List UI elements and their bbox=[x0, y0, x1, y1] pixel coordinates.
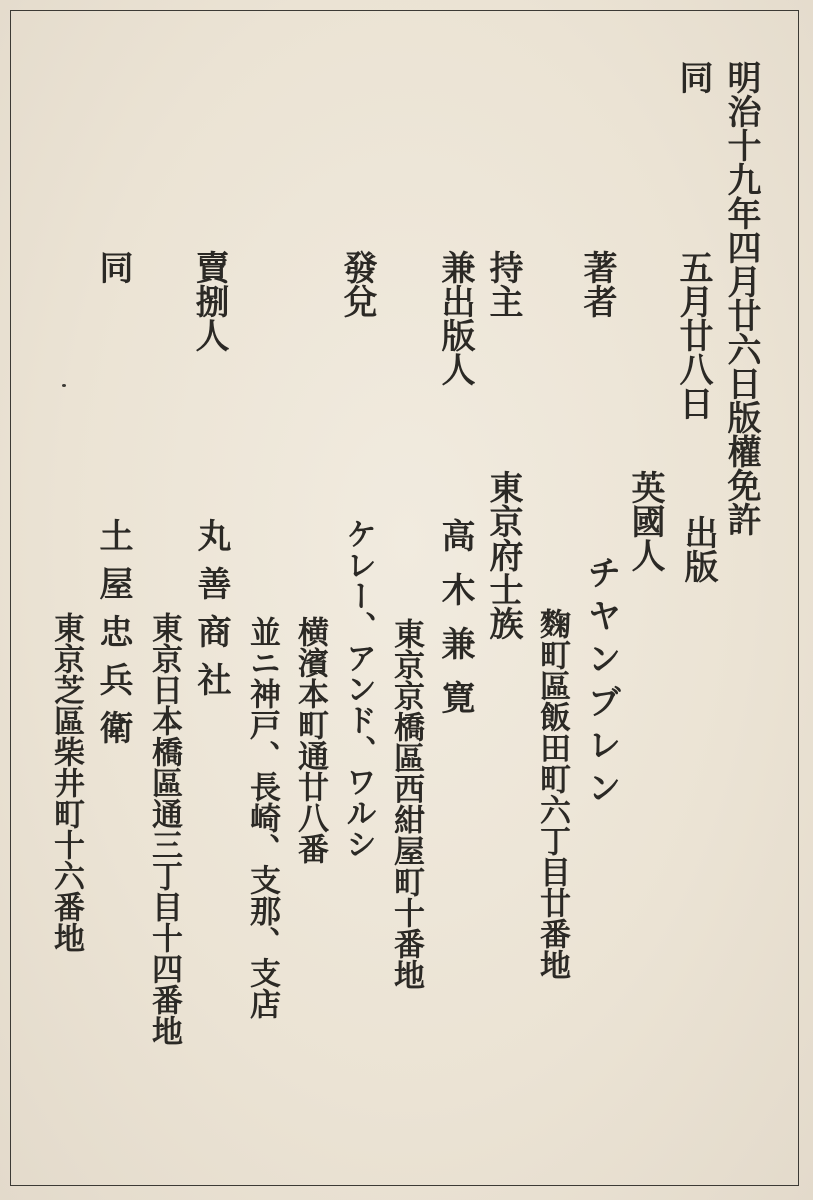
same-mark-1: 同 bbox=[673, 60, 713, 94]
owner-label-line1: 持主 bbox=[483, 250, 523, 318]
publish-label: 出版 bbox=[678, 515, 718, 583]
owner-address: 東京京橋區西紺屋町十番地 bbox=[388, 618, 424, 990]
owner-label-line2: 兼出版人 bbox=[435, 250, 475, 386]
same-mark-2: 同 bbox=[93, 250, 133, 284]
author-label: 著者 bbox=[577, 250, 617, 318]
issuer-label: 發兌 bbox=[337, 250, 377, 318]
author-name: チヤンブレン bbox=[581, 555, 621, 813]
author-address: 麴町區飯田町六丁目廿番地 bbox=[534, 608, 570, 980]
issuer-address: 横濱本町通廿八番 bbox=[292, 616, 328, 864]
owner-name: 高木兼寛 bbox=[435, 518, 475, 734]
issuer-branches: 並ニ神戸、長崎、支那、支店 bbox=[244, 616, 280, 1019]
seller2-address: 東京芝區柴井町十六番地 bbox=[48, 612, 84, 953]
seller-name: 丸善商社 bbox=[191, 518, 231, 710]
publish-date: 五月廿八日 bbox=[673, 250, 713, 420]
license-date: 明治十九年四月廿六日版權免許 bbox=[721, 60, 761, 536]
ink-speck bbox=[62, 384, 66, 387]
owner-origin: 東京府士族 bbox=[483, 470, 523, 640]
seller-label: 賣捌人 bbox=[189, 250, 229, 352]
issuer-name: ケレー、アンド、ワルシ bbox=[340, 518, 376, 859]
author-nationality: 英國人 bbox=[625, 470, 665, 572]
seller-address: 東京日本橋區通三丁目十四番地 bbox=[146, 612, 182, 1046]
seller2-name: 土屋忠兵衛 bbox=[93, 518, 133, 758]
